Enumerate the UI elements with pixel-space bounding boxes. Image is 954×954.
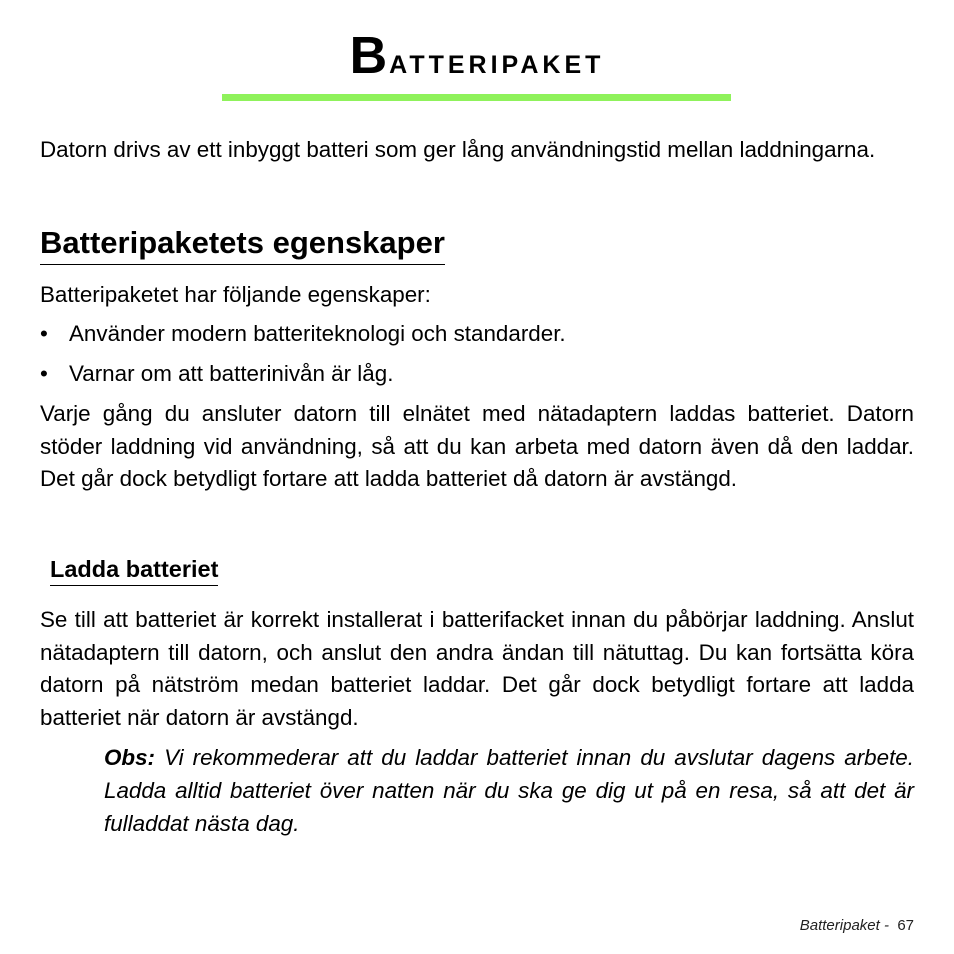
bullet-icon: • — [40, 321, 48, 346]
note-block — [104, 741, 914, 840]
chapter-title-initial: B — [349, 27, 390, 85]
subsection-heading: Ladda batteriet — [50, 553, 218, 586]
intro-paragraph: Datorn drivs av ett inbyggt batteri som ger lång användningstid mellan laddningarna. — [40, 137, 876, 162]
section-paragraph: Varje gång du ansluter datorn till elnätet med nätadaptern laddas batteriet. Datorn stöder laddning vid användning, så att du kan arbeta med datorn även då den laddar. Det går dock betydligt fortare att ladda batteriet då datorn är avstängd. — [40, 401, 914, 492]
title-underline-bar — [222, 94, 731, 101]
list-item — [40, 318, 914, 351]
list-item-text: Varnar om att batterinivån är låg. — [69, 361, 394, 387]
section-heading: Batteripaketets egenskaper — [40, 222, 445, 265]
list-item — [40, 358, 914, 391]
page-number: 67 — [897, 917, 914, 934]
section-lead: Batteripaketet har följande egenskaper: — [40, 282, 431, 307]
note-text: Vi rekommederar att du laddar batteriet innan du avslutar dagens arbete. Ladda alltid batteriet över natten när du ska ge dig ut på en resa, så att det är fulladdat nästa dag. — [104, 745, 914, 836]
feature-list — [40, 318, 914, 398]
chapter-title-rest: atteripaket — [389, 40, 605, 81]
bullet-icon: • — [40, 361, 48, 387]
list-item-text: Använder modern batteriteknologi och standarder. — [69, 321, 566, 346]
note-label: Obs: — [104, 745, 156, 770]
chapter-title — [0, 26, 954, 91]
page-footer — [800, 917, 914, 934]
subsection-paragraph: Se till att batteriet är korrekt installerat i batterifacket innan du påbörjar laddning. Anslut nätadaptern till datorn, och anslut den andra ändan till nätuttag. Du kan fortsätta köra datorn på nätström medan batteriet laddar. Det går dock betydligt fortare att ladda batteriet när datorn är avstängd. — [40, 607, 914, 730]
footer-section-name: Batteripaket - — [799, 917, 889, 934]
